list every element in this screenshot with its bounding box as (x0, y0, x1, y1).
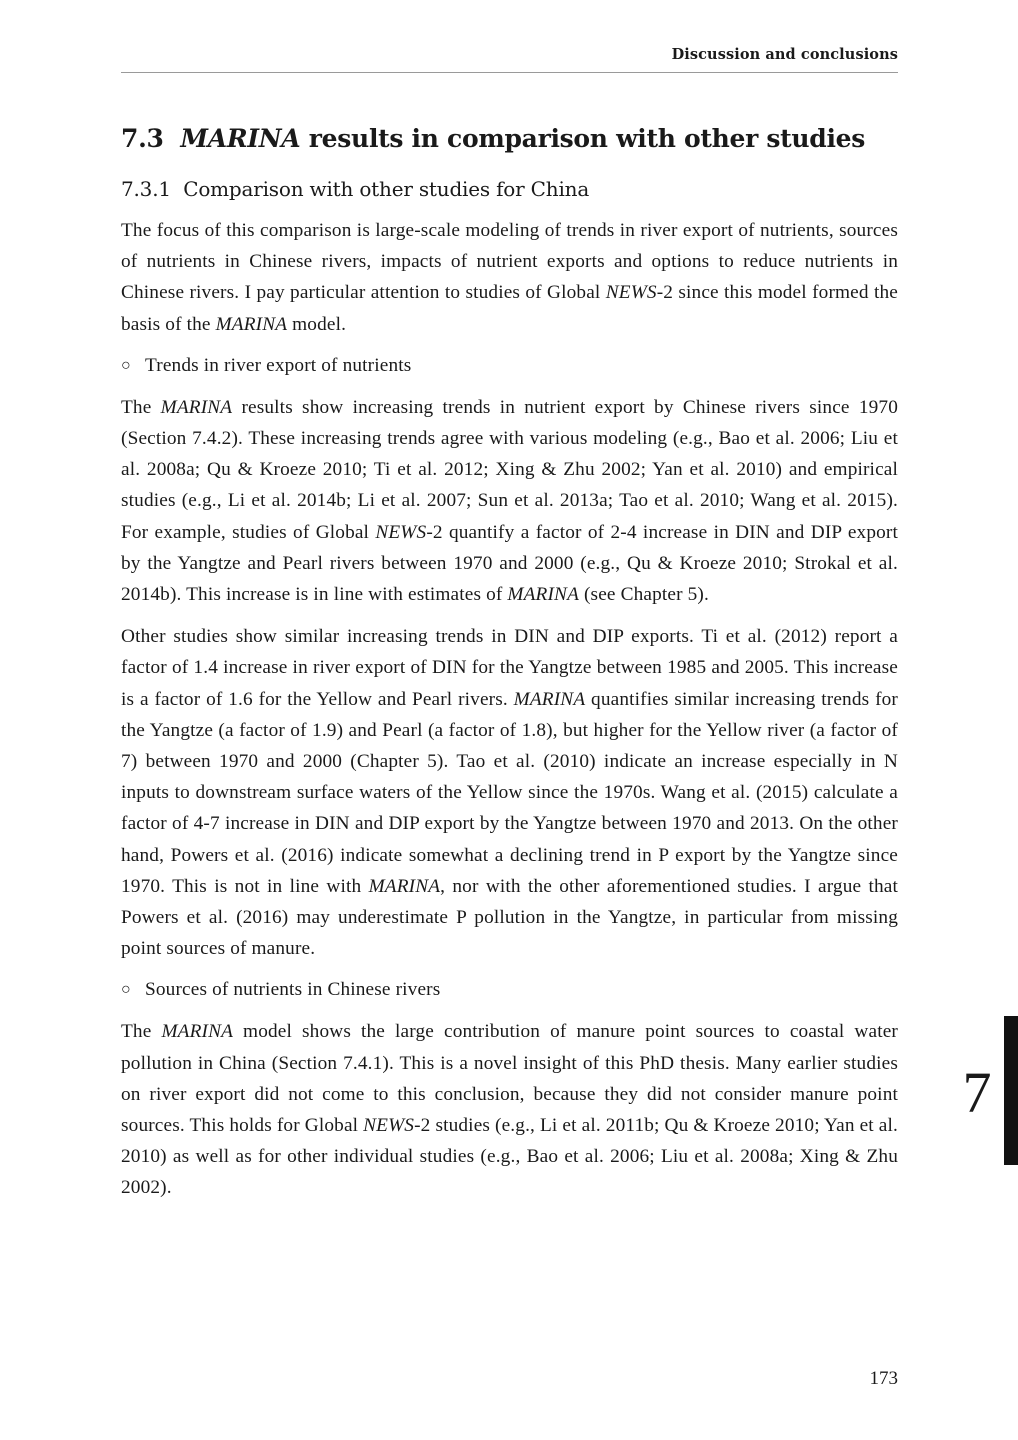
text-run: The (121, 396, 161, 418)
paragraph-1 (121, 215, 898, 340)
text-run: Other studies show similar increasing trends in DIN and DIP exports. Ti et al. (2012) report a factor of 1.4 increase in river export of DIN for the Yangtze between 1985 and 2005. This increase is a factor of 1.6 for the Yellow and Pearl rivers. (121, 626, 898, 710)
header-rule (121, 72, 898, 73)
text-run-italic: MARINA (161, 1021, 234, 1043)
text-run: -2 studies (e.g., Li et al. 2011b; Qu & Kroeze 2010; Yan et al. 2010) as well as for other individual studies (e.g., Bao et al. 2006; Liu et al. 2008a; Xing & Zhu 2002). (121, 1115, 898, 1199)
subsection-title: Comparison with other studies for China (183, 177, 590, 201)
section-heading (121, 118, 898, 160)
text-run: The focus of this comparison is large-scale modeling of trends in river export of nutrients, sources of nutrients in Chinese rivers, impacts of nutrient exports and options to reduce nutrients in Chinese rivers. I pay particular attention to studies of Global (121, 220, 898, 304)
text-run: model shows the large contribution of manure point sources to coastal water pollution in China (Section 7.4.1). This is a novel insight of this PhD thesis. Many earlier studies on river export did not come to this conclusion, because they did not consider manure point sources. This holds for Global (121, 1021, 898, 1137)
page-body (121, 118, 898, 1204)
text-run: -2 quantify a factor of 2-4 increase in DIN and DIP export by the Yangtze and Pearl rivers between 1970 and 2000 (e.g., Qu & Kroeze 2010; Strokal et al. 2014b). This increase is in line with estimates of (121, 521, 899, 606)
paragraph-4 (121, 1016, 898, 1203)
subsection-heading (121, 174, 898, 204)
bullet-trends (121, 350, 898, 381)
chapter-number: 7 (962, 1060, 992, 1125)
text-run: The (121, 1021, 162, 1043)
subsection-number: 7.3.1 (121, 177, 171, 201)
text-run: quantifies similar increasing trends for the Yangtze (a factor of 1.9) and Pearl (a factor of 1.8), but higher for the Yellow river (a factor of 7) between 1970 and 2000 (Chapter 5). Tao et al. (2010) indicate an increase especially in N inputs to downstream surface waters of the Yellow since the 1970s. Wang et al. (2015) calculate a factor of 4-7 increase in DIN and DIP export by the Yangtze between 1970 and 2013. On the other hand, Powers et al. (2016) indicate somewhat a declining trend in P export by the Yangtze since 1970. This is not in line with (121, 688, 898, 897)
text-run-italic: NEWS (363, 1115, 415, 1137)
section-number: 7.3 (121, 124, 164, 153)
paragraph-2 (121, 392, 898, 610)
circle-bullet-icon: ○ (121, 981, 131, 999)
section-title-rest: results in comparison with other studies (300, 124, 866, 153)
text-run-italic: MARINA (513, 688, 586, 710)
bullet-sources (121, 974, 898, 1005)
paragraph-3 (121, 621, 898, 964)
text-run: model. (287, 313, 347, 335)
text-run: , nor with the other aforementioned studies. I argue that Powers et al. (2016) may underestimate P pollution in the Yangtze, in particular from missing point sources of manure. (121, 875, 898, 960)
text-run: results show increasing trends in nutrient export by Chinese rivers since 1970 (Section 7.4.2). These increasing trends agree with various modeling (e.g., Bao et al. 2006; Liu et al. 2008a; Qu & Kroeze 2010; Ti et al. 2012; Xing & Zhu 2002; Yan et al. 2010) and empirical studies (e.g., Li et al. 2014b; Li et al. 2007; Sun et al. 2013a; Tao et al. 2010; Wang et al. 2015). For example, studies of Global (121, 396, 898, 543)
text-run-italic: NEWS (375, 521, 427, 543)
circle-bullet-icon: ○ (121, 356, 131, 374)
text-run: (see Chapter 5). (579, 584, 709, 606)
chapter-tab-bar (1004, 1016, 1018, 1165)
text-run-italic: NEWS (605, 282, 657, 304)
text-run-italic: MARINA (368, 875, 441, 897)
text-run: -2 since this model formed the basis of the (121, 282, 898, 335)
text-run-italic: MARINA (507, 584, 579, 606)
text-run-italic: MARINA (215, 313, 288, 335)
page-number: 173 (869, 1368, 898, 1389)
text-run-italic: MARINA (160, 396, 233, 418)
running-header: Discussion and conclusions (671, 46, 898, 63)
bullet-text: Sources of nutrients in Chinese rivers (145, 979, 441, 1001)
bullet-text: Trends in river export of nutrients (145, 354, 412, 376)
section-title-italic: MARINA (180, 124, 301, 153)
